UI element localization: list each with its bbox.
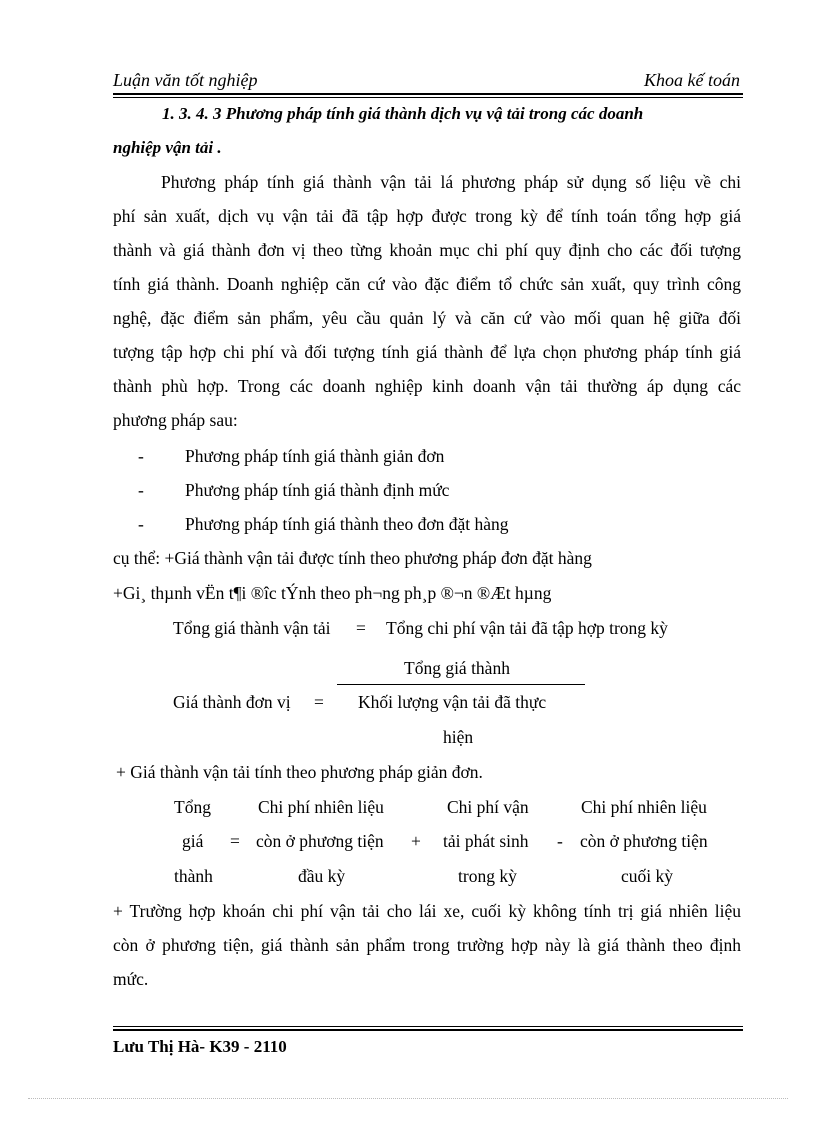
- formula3-col2: còn ở phương tiện: [256, 831, 384, 851]
- formula1-eq: =: [356, 618, 366, 638]
- paragraph-line: nghệ, đặc điểm sản phẩm, yêu cầu quản lý và căn cứ vào mối quan hệ giữa đối: [113, 308, 741, 328]
- formula3-eq: =: [230, 831, 240, 851]
- list-dash: -: [138, 514, 144, 534]
- formula3-col3: trong kỳ: [458, 866, 517, 886]
- footer-author: Lưu Thị Hà- K39 - 2110: [113, 1037, 287, 1056]
- paragraph-line: thành phù hợp. Trong các doanh nghiệp kinh doanh vận tải thường áp dụng các: [113, 376, 741, 396]
- list-dash: -: [138, 480, 144, 500]
- header-right: Khoa kế toán: [644, 70, 740, 90]
- formula3-col4: Chi phí nhiên liệu: [581, 797, 707, 817]
- formula2-left: Giá thành đơn vị: [173, 692, 291, 712]
- formula2-denominator-line1: Khối lượng vận tải đã thực: [358, 692, 547, 712]
- paragraph-line: phương pháp sau:: [113, 410, 238, 430]
- formula3-col3: Chi phí vận: [447, 797, 529, 817]
- paragraph-line: phí sản xuất, dịch vụ vận tải đã tập hợp được trong kỳ để tính toán tổng hợp giá: [113, 206, 741, 226]
- formula3-col2: đầu kỳ: [298, 866, 346, 886]
- page-edge-dots: [28, 1098, 788, 1099]
- closing-line: mức.: [113, 969, 149, 989]
- paragraph-line: tính giá thành. Doanh nghiệp căn cứ vào đặc điểm tổ chức sản xuất, quy trình công: [113, 274, 741, 294]
- section-title-line1: 1. 3. 4. 3 Phương pháp tính giá thành dịch vụ vậ tải trong các doanh: [162, 104, 644, 123]
- simple-method-line: + Giá thành vận tải tính theo phương pháp giản đơn.: [116, 762, 483, 782]
- formula3-col4: còn ở phương tiện: [580, 831, 708, 851]
- formula2-eq: =: [314, 692, 324, 712]
- formula2-denominator-line2: hiện: [443, 727, 474, 747]
- paragraph-line: thành và giá thành đơn vị theo từng khoản mục chi phí quy định cho các đối tượng: [113, 240, 741, 260]
- header-rule-bottom: [113, 97, 743, 98]
- formula3-plus: +: [411, 831, 421, 851]
- paragraph-line: Phương pháp tính giá thành vận tải lá phương pháp sử dụng số liệu về chi: [161, 172, 741, 192]
- garbled-line: +Gi¸ thµnh vËn t¶i ®îc tÝnh theo ph¬ng ph¸p ®¬n ®Æt hµng: [113, 583, 552, 603]
- closing-line: + Trường hợp khoán chi phí vận tải cho lái xe, cuối kỳ không tính trị giá nhiên liệu: [113, 901, 741, 921]
- formula3-col1: giá: [182, 831, 204, 851]
- footer-rule-bottom: [113, 1029, 743, 1031]
- formula3-col4: cuối kỳ: [621, 866, 674, 886]
- section-title-line2: nghiệp vận tải .: [113, 138, 222, 157]
- list-item: Phương pháp tính giá thành theo đơn đặt hàng: [185, 514, 509, 534]
- formula3-col2: Chi phí nhiên liệu: [258, 797, 384, 817]
- formula1-left: Tổng giá thành vận tải: [173, 618, 331, 638]
- paragraph-line: tượng tập hợp chi phí và đối tượng tính giá thành để lựa chọn phương pháp tính giá: [113, 342, 741, 362]
- formula3-col1: Tổng: [174, 797, 211, 817]
- header-rule-top: [113, 93, 743, 95]
- list-item: Phương pháp tính giá thành giản đơn: [185, 446, 445, 466]
- specific-line: cụ thể: +Giá thành vận tải được tính theo phương pháp đơn đặt hàng: [113, 548, 592, 568]
- list-item: Phương pháp tính giá thành định mức: [185, 480, 450, 500]
- formula3-minus: -: [557, 831, 563, 851]
- formula1-right: Tổng chi phí vận tải đã tập hợp trong kỳ: [386, 618, 668, 638]
- header-left: Luận văn tốt nghiệp: [113, 70, 258, 90]
- formula3-col1: thành: [174, 866, 213, 886]
- footer-rule-top: [113, 1026, 743, 1027]
- fraction-bar: [337, 684, 585, 685]
- formula3-col3: tải phát sinh: [443, 831, 529, 851]
- formula2-numerator: Tổng giá thành: [404, 658, 510, 678]
- closing-line: còn ở phương tiện, giá thành sản phẩm trong trường hợp này là giá thành theo định: [113, 935, 741, 955]
- list-dash: -: [138, 446, 144, 466]
